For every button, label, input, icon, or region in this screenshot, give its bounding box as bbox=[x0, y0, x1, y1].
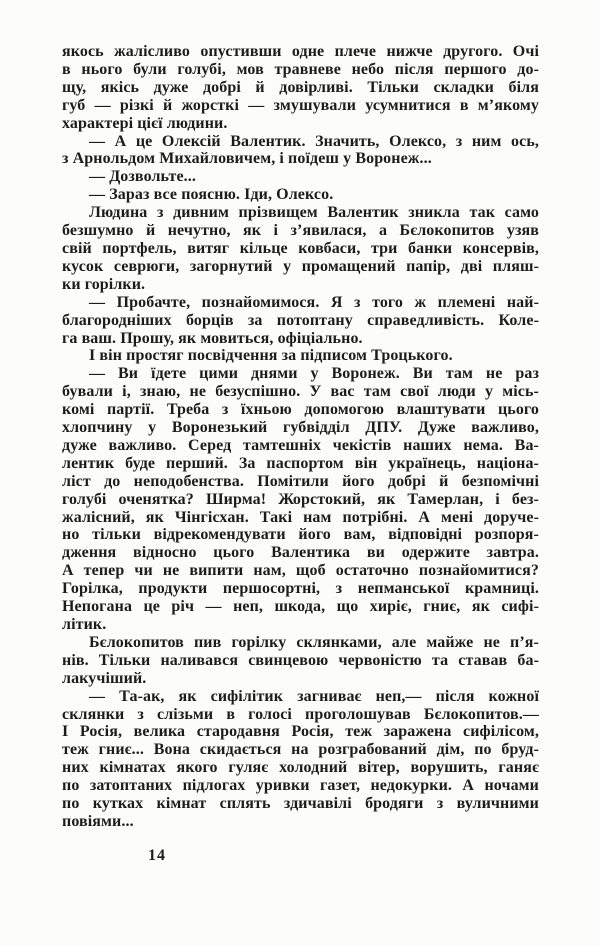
text-line: склянки з слізьми в голосі проголошував Бєлокопитов.— bbox=[62, 705, 539, 723]
text-line: дуже важливо. Серед тамтешніх чекістів наших нема. Ва- bbox=[62, 436, 539, 454]
text-line: — А це Олексій Валентик. Значить, Олексо, з ним ось, bbox=[89, 132, 539, 150]
page-number: 14 bbox=[148, 847, 166, 864]
text-line: дження відносно цього Валентика ви одержите завтра. bbox=[62, 544, 539, 562]
text-line: жалісний, як Чінгісхан. Такі нам потрібні. А мені доруче- bbox=[62, 508, 539, 526]
text-line: літик. bbox=[62, 616, 107, 633]
text-line: щу, якісь дуже добрі й довірливі. Тільки складки біля bbox=[62, 78, 539, 96]
text-line: Непогана це річ — неп, шкода, що хиріє, гниє, як сифі- bbox=[62, 598, 539, 616]
text-line: голубі оченятка? Ширма! Жорстокий, як Тамерлан, і без- bbox=[62, 490, 539, 508]
page-text bbox=[62, 43, 539, 831]
text-line: хлопчину у Воронезький губвідділ ДПУ. Дуже важливо, bbox=[62, 419, 539, 437]
text-line: — Дозвольте... bbox=[89, 168, 196, 186]
page-footer bbox=[62, 830, 539, 865]
text-line: — Ви їдете цими днями у Воронеж. Ви там не раз bbox=[89, 365, 539, 383]
text-line: лакучіший. bbox=[62, 669, 147, 687]
text-line: Людина з дивним прізвищем Валентик зникла так само bbox=[89, 204, 539, 222]
text-line: Бєлокопитов пив горілку склянками, але майже не п’я- bbox=[89, 633, 539, 651]
text-line: га ваш. Прошу, як мовиться, офіціально. bbox=[62, 329, 363, 347]
text-line: — Пробачте, познайомимося. Я з того ж племені най- bbox=[89, 293, 539, 311]
text-line: І Росія, велика стародавня Росія, теж заражена сифілісом, bbox=[62, 723, 539, 741]
text-line: якось жалісливо опустивши одне плече нижче другого. Очі bbox=[62, 43, 539, 60]
text-line: в нього були голубі, мов травневе небо після першого до- bbox=[62, 60, 539, 78]
text-line: І він простяг посвідчення за підписом Троцького. bbox=[89, 347, 453, 365]
text-line: з Арнольдом Михайловичем, і поїдеш у Воронеж... bbox=[62, 150, 432, 168]
text-line: нів. Тільки наливався свинцевою червоністю та ставав ба- bbox=[62, 651, 539, 669]
text-line: губ — різкі й жорсткі — змушували усумнитися в м’якому bbox=[62, 96, 539, 114]
text-line: свій портфель, витяг кільце ковбаси, три банки консервів, bbox=[62, 239, 539, 257]
text-line: по кутках кімнат сплять здичавілі бродяги з вуличними bbox=[62, 795, 539, 813]
text-line: Горілка, продукти першосортні, з непманської крамниці. bbox=[62, 580, 539, 598]
text-line: — Та-ак, як сифілітик загниває неп,— після кожної bbox=[89, 687, 539, 705]
text-line: безшумно й нечутно, як і з’явилася, а Бєлокопитов узяв bbox=[62, 222, 539, 240]
text-line: лентик буде перший. За паспортом він українець, націона- bbox=[62, 454, 539, 472]
text-line: но тільки відрекомендувати його вам, відповідні розпоря- bbox=[62, 526, 539, 544]
text-line: по затоптаних підлогах уривки газет, недокурки. А ночами bbox=[62, 777, 539, 795]
text-line: благородніших борців за потоптану справедливість. Коле- bbox=[62, 311, 539, 329]
text-line: повіями... bbox=[62, 812, 134, 830]
text-line: — Зараз все поясню. Іди, Олексо. bbox=[89, 186, 334, 204]
text-line: них кімнатах якого гуляє холодний вітер, ворушить, ганяє bbox=[62, 759, 539, 777]
text-line: ки горілки. bbox=[62, 275, 146, 293]
text-line: А тепер чи не випити нам, щоб остаточно познайомитися? bbox=[62, 562, 539, 580]
text-line: характері цієї людини. bbox=[62, 114, 228, 132]
text-line: теж гниє... Вона скидається на розграбований дім, по бруд- bbox=[62, 741, 539, 759]
text-line: бували і, знаю, не безуспішно. У вас там свої люди у місь- bbox=[62, 383, 539, 401]
text-line: комі партії. Треба з їхньою допомогою влаштувати цього bbox=[62, 401, 539, 419]
text-line: ліст до неподобенства. Помітили його добрі й безпомічні bbox=[62, 472, 539, 490]
text-line: кусок севрюги, загорнутий у промащений папір, дві пляш- bbox=[62, 257, 539, 275]
